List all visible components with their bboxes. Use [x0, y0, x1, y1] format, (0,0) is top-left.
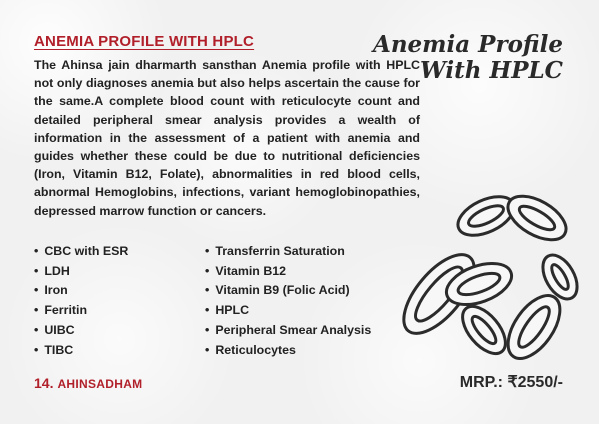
test-item: • UIBC [34, 321, 128, 341]
test-item: • Peripheral Smear Analysis [205, 321, 371, 341]
test-item: • TIBC [34, 341, 128, 361]
test-item: • Iron [34, 281, 128, 301]
test-item: • HPLC [205, 301, 371, 321]
red-blood-cells-icon [394, 172, 586, 368]
test-item: • Vitamin B9 (Folic Acid) [205, 281, 371, 301]
page-number: 14. [34, 375, 54, 391]
test-item: • LDH [34, 262, 128, 282]
section-title: ANEMIA PROFILE WITH HPLC [34, 33, 255, 50]
tests-list-right [205, 242, 371, 360]
test-item: • Ferritin [34, 301, 128, 321]
tests-list-left [34, 242, 128, 360]
test-item: • Transferrin Saturation [205, 242, 371, 262]
footer-brand [34, 375, 142, 391]
test-item: • Vitamin B12 [205, 262, 371, 282]
test-item: • Reticulocytes [205, 341, 371, 361]
script-title-line-1: Anemia Profile [372, 31, 563, 58]
description: The Ahinsa jain dharmarth sansthan Anemia profile with HPLC not only diagnoses anemia but also helps ascertain the cause for the same.A complete blood count with reticulocyte count and detailed peripheral smear analysis provides a wealth of information in the assessment of a patient with anemia and guides whether these could be due to nutritional deficiencies (Iron, Vitamin B12, Folate), abnormalities in red blood cells, abnormal Hemoglobins, infections, variant hemoglobinopathies, depressed marrow function or cancers. [34, 58, 420, 218]
test-item: • CBC with ESR [34, 242, 128, 262]
script-title-line-2: With HPLC [419, 57, 563, 84]
price: MRP.: ₹2550/- [459, 374, 563, 391]
brand-name: AHINSADHAM [57, 377, 143, 391]
